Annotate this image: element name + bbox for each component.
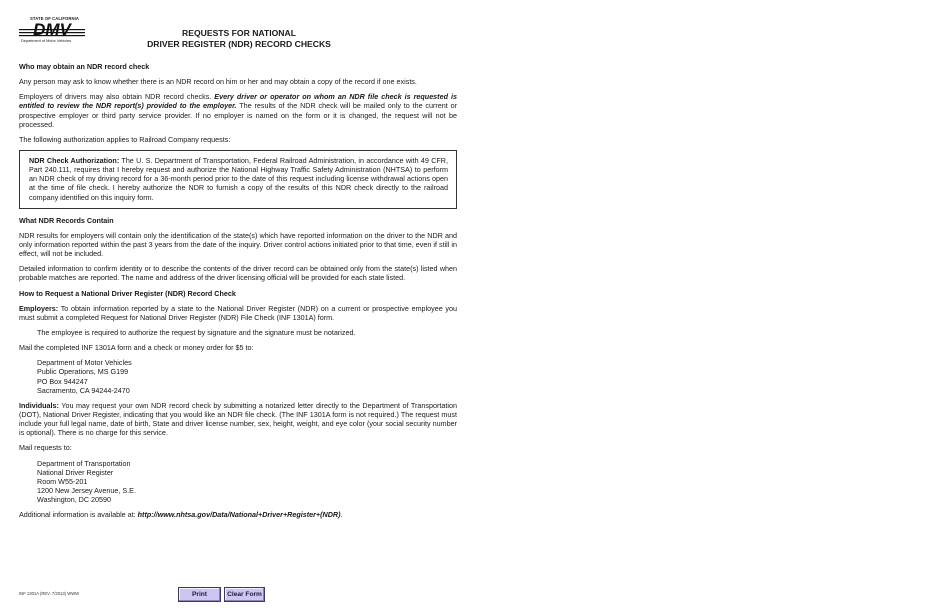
address-line: Washington, DC 20590 <box>37 495 112 505</box>
title-line-2: DRIVER REGISTER (NDR) RECORD CHECKS <box>147 38 331 49</box>
paragraph-who-2 <box>19 92 457 129</box>
paragraph-who-3: The following authorization applies to Railroad Company requests: <box>19 134 231 144</box>
address-line: Department of Transportation <box>37 458 131 468</box>
logo-state-text: STATE OF CALIFORNIA <box>30 16 79 21</box>
additional-prefix: Additional information is available at: <box>19 510 138 520</box>
employers-text: To obtain information reported by a state to the National Driver Register (NDR) on a current or prospective employee you must submit a completed Request for National Driver Register (NDR) File Check (INF 1301A) form. <box>19 303 457 322</box>
p2-text-emphasis: Every driver or operator on whom an NDR file check is requested is entitled to review the NDR report(s) provided to the employer. <box>19 92 457 111</box>
address-line: Department of Motor Vehicles <box>37 358 132 368</box>
individuals-label: Individuals: <box>19 400 59 410</box>
print-button[interactable]: Print <box>178 587 221 602</box>
employers-label: Employers: <box>19 303 59 313</box>
form-code: INF 1301A (REV. 7/2013) WWW <box>19 591 80 596</box>
paragraph-notarized: The employee is required to authorize the request by signature and the signature must be notarized. <box>37 327 356 337</box>
dot-address <box>19 459 457 505</box>
address-line: Public Operations, MS G199 <box>37 367 129 377</box>
nhtsa-link[interactable]: http://www.nhtsa.gov/Data/National+Driver+Register+(NDR) <box>137 510 341 520</box>
paragraph-contents-2: Detailed information to confirm identity or to describe the contents of the driver record can be obtained only from the state(s) listed when probable matches are reported. The name and address of the driver licensing official will be provided for each state listed. <box>19 264 457 283</box>
address-line: Room W55-201 <box>37 476 88 486</box>
authorization-paragraph <box>29 156 448 202</box>
paragraph-contents-1: NDR results for employers will contain only the identification of the state(s) which have reported information on the driver to the NDR and only information reported within the past 3 years from the date of the inquiry. Driver control actions initiated prior to that time, even if still in effect, will not be included. <box>19 230 457 259</box>
paragraph-individuals <box>19 401 457 438</box>
authorization-box <box>19 150 457 209</box>
address-line: PO Box 944247 <box>37 376 88 386</box>
address-line: Sacramento, CA 94244-2470 <box>37 385 130 395</box>
logo-dept-text: Department of Motor Vehicles <box>21 39 72 43</box>
paragraph-mail-requests: Mail requests to: <box>19 443 72 453</box>
form-content <box>19 62 457 525</box>
paragraph-employers <box>19 304 457 322</box>
dmv-logo-mark-icon <box>19 20 85 38</box>
authorization-label: NDR Check Authorization: <box>29 155 120 165</box>
title-line-1: REQUESTS FOR NATIONAL <box>182 28 296 38</box>
address-line: 1200 New Jersey Avenue, S.E. <box>37 485 136 495</box>
individuals-text: You may request your own NDR record check by submitting a notarized letter directly to the Department of Transportation (DOT), National Driver Register, indicating that you would like an NDR file check. (The INF 1301A form is not required.) The request must include your full legal name, date of birth, State and driver license number, sex, height, weight, and eye color (your social security number is optional). There is no charge for this service. <box>19 400 457 438</box>
logo-dmv-text: DMV <box>33 20 71 38</box>
paragraph-additional-info <box>19 510 457 519</box>
p2-text-b: The results of the NDR check will be mailed only to the current or prospective employer or third party service provider. If no employer is named on the form or it is changed, the request will not be processed. <box>19 101 457 129</box>
section-heading-who: Who may obtain an NDR record check <box>19 62 150 71</box>
section-heading-how: How to Request a National Driver Register (NDR) Record Check <box>19 288 236 298</box>
page-title <box>119 28 359 49</box>
paragraph-who-1: Any person may ask to know whether there is an NDR record on him or her and may obtain a copy of the record if one exists. <box>19 77 417 87</box>
additional-suffix: . <box>340 510 343 520</box>
dmv-address <box>19 358 457 395</box>
dmv-logo <box>19 16 85 46</box>
paragraph-mail-intro: Mail the completed INF 1301A form and a check or money order for $5 to: <box>19 343 254 353</box>
section-heading-contents: What NDR Records Contain <box>19 215 114 225</box>
p2-text-a: Employers of drivers may also obtain NDR record checks. <box>19 92 215 102</box>
clear-form-button[interactable]: Clear Form <box>224 587 265 602</box>
authorization-text: The U. S. Department of Transportation, Federal Railroad Administration, in accordance with 49 CFR, Part 240.111, requires that I hereby request and authorize the National Highway Traffic Safety Administration (NHTSA) to perform an NDR check of my driving record for a 36-month period prior to the date of this request including license withdrawal actions open at the time of file check. I hereby authorize the NDR to furnish a copy of the results of this NDR check directly to the railroad company identified on this inquiry form. <box>29 155 448 202</box>
address-line: National Driver Register <box>37 467 114 477</box>
